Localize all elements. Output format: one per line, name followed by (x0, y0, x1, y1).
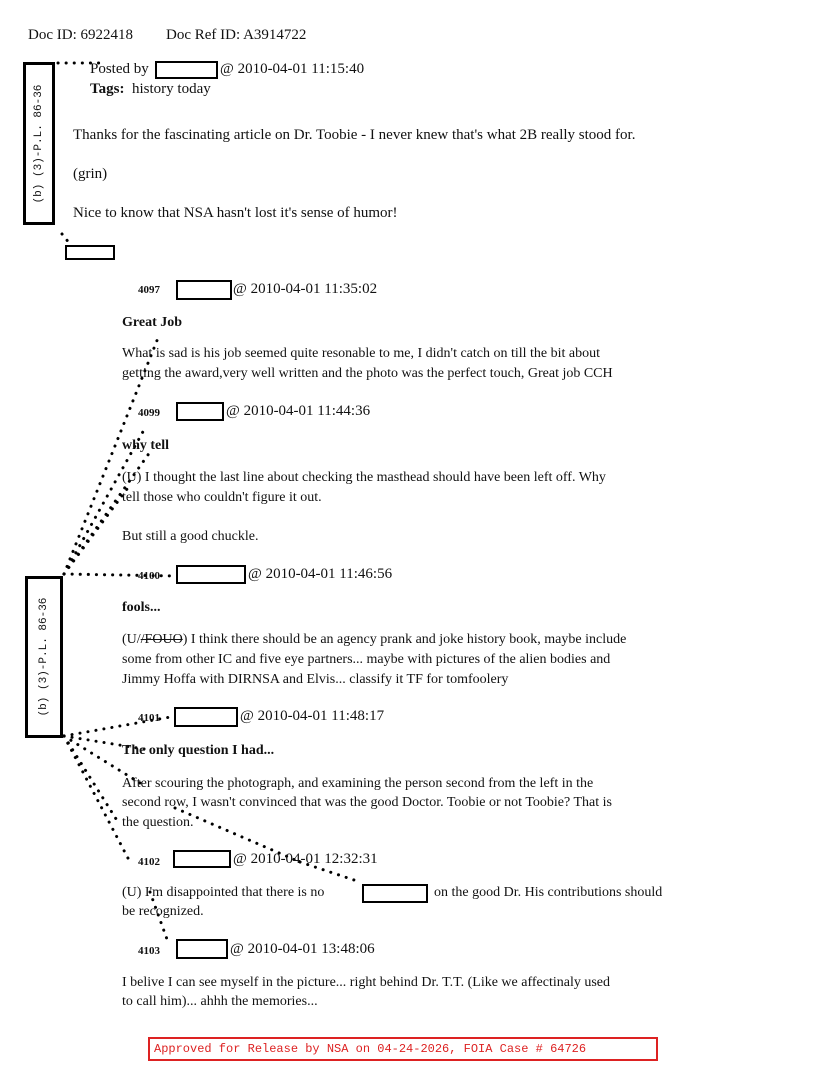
exemption-stamp-top: (b) (3)-P.L. 86-36 (23, 62, 55, 225)
post-text-line: (grin) (73, 166, 108, 182)
exemption-stamp-bottom: (b) (3)-P.L. 86-36 (25, 576, 63, 738)
comment-title: why tell (122, 438, 170, 453)
classification-marking-suffix: ) (182, 632, 188, 647)
tags-value: history today (132, 81, 211, 97)
comment-id: 4099 (138, 407, 160, 419)
comment-text-line (122, 632, 626, 648)
post-text-line: Thanks for the fascinating article on Dr. Toobie - I never knew that's what 2B really stood for. (73, 127, 636, 143)
redacted-author (176, 280, 232, 300)
comment-timestamp: @ 2010-04-01 11:48:17 (240, 708, 385, 724)
comment-text-line: I belive I can see myself in the picture... right behind Dr. T.T. (Like we affectinaly used (122, 975, 611, 990)
comment-id: 4100 (138, 570, 160, 582)
redacted-author (176, 402, 224, 421)
comment-title: Great Job (122, 315, 183, 330)
redacted-author (176, 565, 246, 584)
redacted-author (173, 850, 231, 868)
comment-text-line: the question. (122, 815, 194, 830)
comment-id: 4103 (138, 945, 160, 957)
comment-timestamp: @ 2010-04-01 11:44:36 (226, 403, 371, 419)
comment-id: 4101 (138, 712, 160, 724)
redacted-author (155, 61, 218, 79)
redacted-box (65, 245, 115, 260)
redacted-author (176, 939, 228, 959)
comment-title: The only question I had... (122, 743, 275, 758)
comment-text-line: tell those who couldn't figure it out. (122, 490, 322, 505)
comment-timestamp: @ 2010-04-01 12:32:31 (233, 851, 378, 867)
comment-text-line: be recognized. (122, 904, 204, 919)
doc-id: Doc ID: 6922418 (28, 27, 133, 43)
comment-text-line: getting the award,very well written and the photo was the perfect touch, Great job CCH (122, 366, 613, 381)
comment-text-line: But still a good chuckle. (122, 529, 259, 544)
post-timestamp: @ 2010-04-01 11:15:40 (220, 61, 365, 77)
classification-marking-struck: /FOUO (140, 632, 183, 647)
comment-text-line: Jimmy Hoffa with DIRNSA and Elvis... classify it TF for tomfoolery (122, 672, 509, 687)
classification-marking-prefix: (U/ (122, 632, 141, 647)
comment-id: 4097 (138, 284, 160, 296)
comment-text-line: some from other IC and five eye partners... maybe with pictures of the alien bodies and (122, 652, 611, 667)
comment-text-line: second row, I wasn't convinced that was the good Doctor. Toobie or not Toobie? That is (122, 795, 612, 810)
redacted-author (174, 707, 238, 727)
post-text-line: Nice to know that NSA hasn't lost it's sense of humor! (73, 205, 398, 221)
comment-timestamp: @ 2010-04-01 11:46:56 (248, 566, 393, 582)
comment-text-line: (U) I'm disappointed that there is no (122, 885, 325, 900)
comment-text-span: I think there should be an agency prank and joke history book, maybe include (187, 632, 627, 647)
comment-text-line: What is sad is his job seemed quite resonable to me, I didn't catch on till the bit about (122, 346, 601, 361)
release-stamp: Approved for Release by NSA on 04-24-2026, FOIA Case # 64726 (148, 1037, 658, 1061)
redacted-text (362, 884, 428, 903)
comment-title: fools... (122, 600, 161, 615)
comment-text-line: to call him)... ahhh the memories... (122, 994, 318, 1009)
posted-by-label: Posted by (90, 61, 149, 77)
tags-label: Tags: (90, 81, 125, 97)
comment-text-line: After scouring the photograph, and examining the person second from the left in the (122, 776, 594, 791)
comment-id: 4102 (138, 856, 160, 868)
comment-text-line: on the good Dr. His contributions should (434, 885, 663, 900)
comment-text-line: (U) I thought the last line about checking the masthead should have been left off. Why (122, 470, 606, 485)
comment-timestamp: @ 2010-04-01 13:48:06 (230, 941, 375, 957)
comment-timestamp: @ 2010-04-01 11:35:02 (233, 281, 378, 297)
doc-ref-id: Doc Ref ID: A3914722 (166, 27, 307, 43)
